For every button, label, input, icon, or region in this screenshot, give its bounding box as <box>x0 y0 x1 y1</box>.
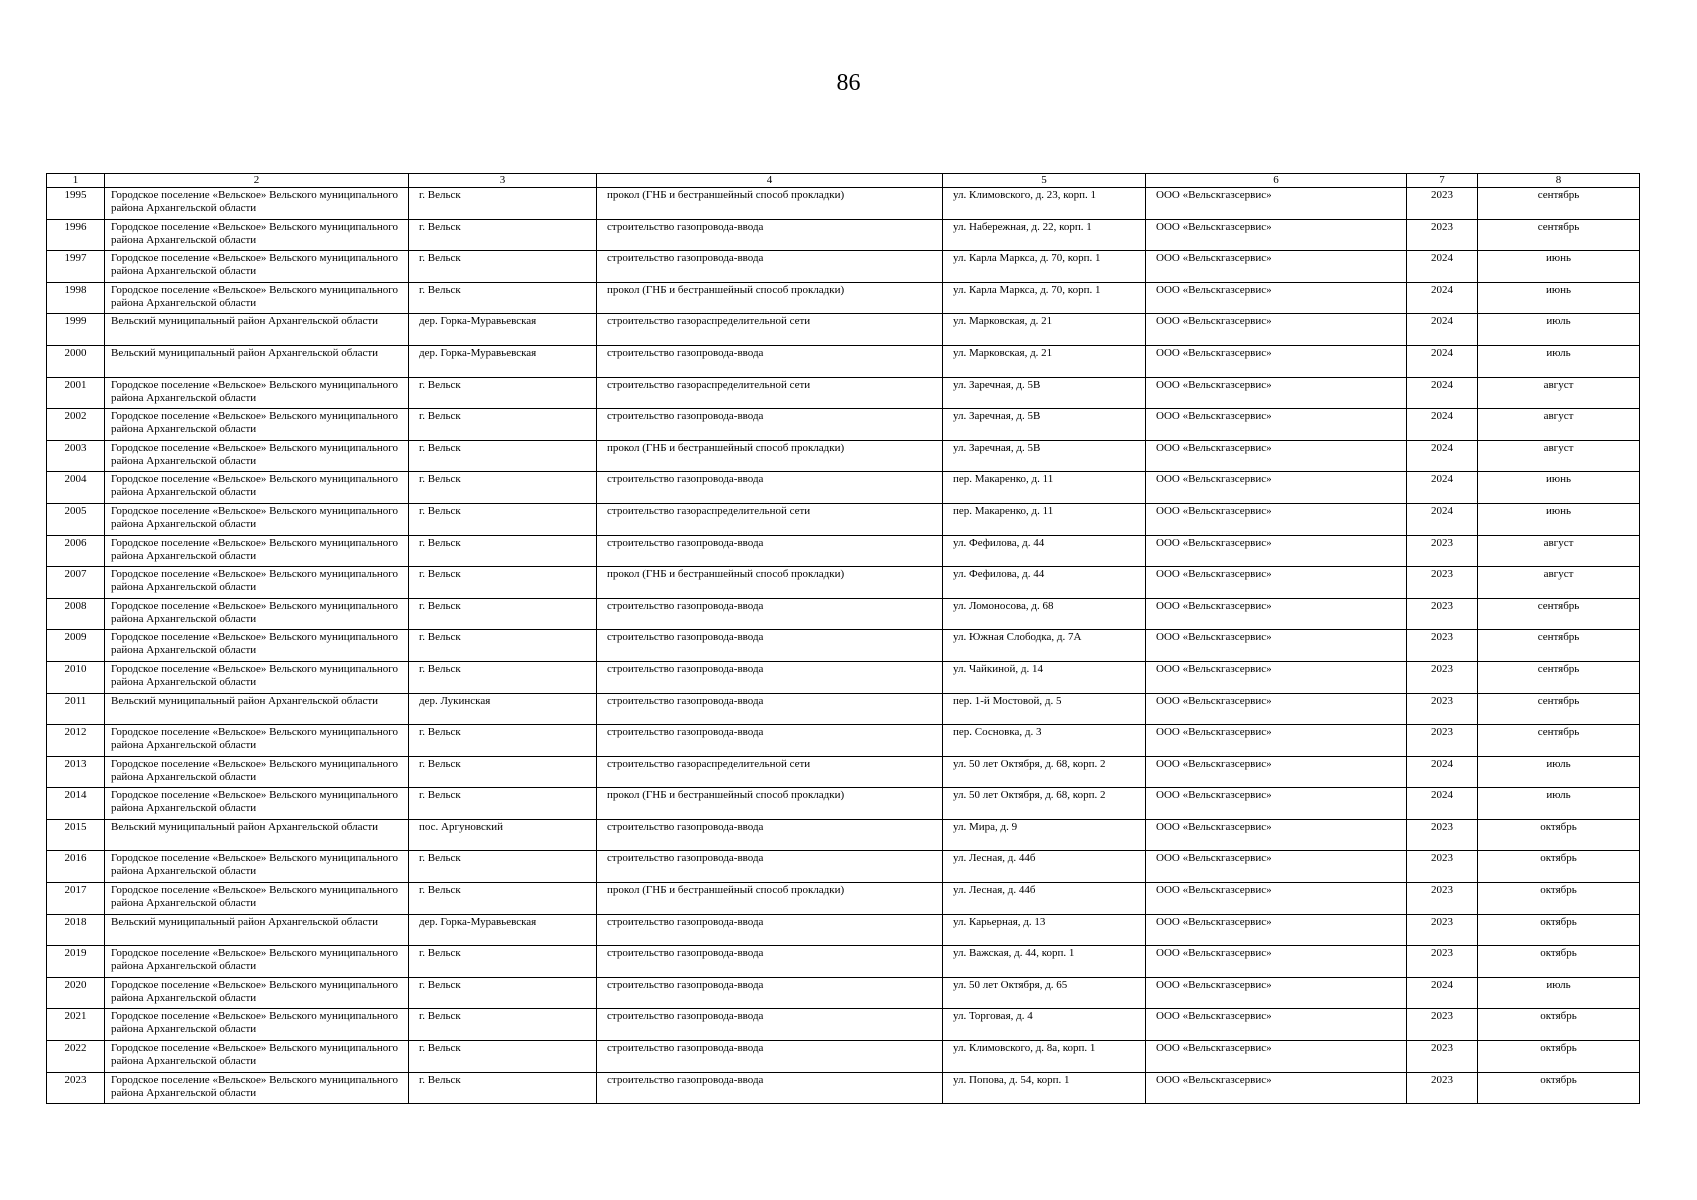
year-cell: 2023 <box>1407 1072 1478 1104</box>
year-cell: 2023 <box>1407 630 1478 662</box>
operator-cell: ООО «Вельскгазсервис» <box>1146 1041 1407 1073</box>
month-cell: сентябрь <box>1478 693 1640 725</box>
address-cell: ул. Марковская, д. 21 <box>943 345 1146 377</box>
address-cell: ул. Южная Слободка, д. 7А <box>943 630 1146 662</box>
year-cell: 2023 <box>1407 693 1478 725</box>
year-cell: 2024 <box>1407 345 1478 377</box>
work-type-cell: строительство газопровода-ввода <box>597 946 943 978</box>
row-number: 2005 <box>47 503 105 535</box>
year-cell: 2024 <box>1407 314 1478 346</box>
year-cell: 2024 <box>1407 977 1478 1009</box>
register-table <box>46 173 1640 1104</box>
row-number: 2018 <box>47 914 105 946</box>
work-type-cell: строительство газопровода-ввода <box>597 851 943 883</box>
year-cell: 2023 <box>1407 914 1478 946</box>
table-row <box>47 914 1640 946</box>
page-number: 86 <box>836 70 861 96</box>
address-cell: ул. Заречная, д. 5В <box>943 409 1146 441</box>
table-row <box>47 693 1640 725</box>
table-row <box>47 788 1640 820</box>
settlement-cell: г. Вельск <box>409 409 597 441</box>
work-type-cell: строительство газопровода-ввода <box>597 725 943 757</box>
settlement-cell: г. Вельск <box>409 883 597 915</box>
table-row <box>47 883 1640 915</box>
month-cell: июль <box>1478 788 1640 820</box>
operator-cell: ООО «Вельскгазсервис» <box>1146 251 1407 283</box>
table-row <box>47 409 1640 441</box>
settlement-cell: г. Вельск <box>409 503 597 535</box>
municipality-cell: Вельский муниципальный район Архангельской области <box>105 314 409 346</box>
year-cell: 2023 <box>1407 883 1478 915</box>
work-type-cell: строительство газопровода-ввода <box>597 251 943 283</box>
municipality-cell: Городское поселение «Вельское» Вельского муниципального района Архангельской области <box>105 756 409 788</box>
month-cell: июнь <box>1478 503 1640 535</box>
address-cell: ул. Мира, д. 9 <box>943 819 1146 851</box>
row-number: 1996 <box>47 219 105 251</box>
work-type-cell: строительство газопровода-ввода <box>597 1009 943 1041</box>
work-type-cell: строительство газопровода-ввода <box>597 693 943 725</box>
operator-cell: ООО «Вельскгазсервис» <box>1146 503 1407 535</box>
settlement-cell: г. Вельск <box>409 661 597 693</box>
year-cell: 2023 <box>1407 725 1478 757</box>
row-number: 2008 <box>47 598 105 630</box>
header-row <box>47 174 1640 188</box>
table-row <box>47 219 1640 251</box>
municipality-cell: Городское поселение «Вельское» Вельского муниципального района Архангельской области <box>105 661 409 693</box>
settlement-cell: дер. Горка-Муравьевская <box>409 314 597 346</box>
settlement-cell: дер. Лукинская <box>409 693 597 725</box>
table-row <box>47 251 1640 283</box>
municipality-cell: Городское поселение «Вельское» Вельского муниципального района Архангельской области <box>105 630 409 662</box>
year-cell: 2023 <box>1407 1009 1478 1041</box>
row-number: 2002 <box>47 409 105 441</box>
table-row <box>47 282 1640 314</box>
municipality-cell: Городское поселение «Вельское» Вельского муниципального района Архангельской области <box>105 946 409 978</box>
month-cell: сентябрь <box>1478 630 1640 662</box>
address-cell: пер. Макаренко, д. 11 <box>943 472 1146 504</box>
work-type-cell: строительство газопровода-ввода <box>597 345 943 377</box>
work-type-cell: строительство газопровода-ввода <box>597 914 943 946</box>
operator-cell: ООО «Вельскгазсервис» <box>1146 567 1407 599</box>
year-cell: 2023 <box>1407 819 1478 851</box>
address-cell: ул. 50 лет Октября, д. 68, корп. 2 <box>943 756 1146 788</box>
settlement-cell: дер. Горка-Муравьевская <box>409 345 597 377</box>
address-cell: ул. Попова, д. 54, корп. 1 <box>943 1072 1146 1104</box>
operator-cell: ООО «Вельскгазсервис» <box>1146 377 1407 409</box>
work-type-cell: прокол (ГНБ и бестраншейный способ прокладки) <box>597 440 943 472</box>
operator-cell: ООО «Вельскгазсервис» <box>1146 535 1407 567</box>
address-cell: ул. Лесная, д. 44б <box>943 851 1146 883</box>
year-cell: 2024 <box>1407 251 1478 283</box>
settlement-cell: дер. Горка-Муравьевская <box>409 914 597 946</box>
column-header: 3 <box>409 174 597 188</box>
address-cell: ул. 50 лет Октября, д. 68, корп. 2 <box>943 788 1146 820</box>
municipality-cell: Вельский муниципальный район Архангельской области <box>105 693 409 725</box>
table-row <box>47 819 1640 851</box>
work-type-cell: строительство газопровода-ввода <box>597 409 943 441</box>
operator-cell: ООО «Вельскгазсервис» <box>1146 219 1407 251</box>
column-header: 6 <box>1146 174 1407 188</box>
operator-cell: ООО «Вельскгазсервис» <box>1146 598 1407 630</box>
table-row <box>47 188 1640 220</box>
month-cell: октябрь <box>1478 883 1640 915</box>
month-cell: август <box>1478 567 1640 599</box>
month-cell: август <box>1478 409 1640 441</box>
month-cell: июнь <box>1478 282 1640 314</box>
table-row <box>47 851 1640 883</box>
year-cell: 2023 <box>1407 535 1478 567</box>
operator-cell: ООО «Вельскгазсервис» <box>1146 946 1407 978</box>
month-cell: октябрь <box>1478 819 1640 851</box>
row-number: 2023 <box>47 1072 105 1104</box>
row-number: 2011 <box>47 693 105 725</box>
row-number: 2017 <box>47 883 105 915</box>
municipality-cell: Городское поселение «Вельское» Вельского муниципального района Архангельской области <box>105 409 409 441</box>
table-row <box>47 567 1640 599</box>
table-row <box>47 377 1640 409</box>
table-row <box>47 1009 1640 1041</box>
settlement-cell: г. Вельск <box>409 630 597 662</box>
operator-cell: ООО «Вельскгазсервис» <box>1146 914 1407 946</box>
municipality-cell: Городское поселение «Вельское» Вельского муниципального района Архангельской области <box>105 282 409 314</box>
address-cell: ул. Карла Маркса, д. 70, корп. 1 <box>943 282 1146 314</box>
table-row <box>47 472 1640 504</box>
settlement-cell: г. Вельск <box>409 567 597 599</box>
year-cell: 2024 <box>1407 503 1478 535</box>
month-cell: август <box>1478 535 1640 567</box>
municipality-cell: Вельский муниципальный район Архангельской области <box>105 819 409 851</box>
operator-cell: ООО «Вельскгазсервис» <box>1146 188 1407 220</box>
year-cell: 2024 <box>1407 472 1478 504</box>
operator-cell: ООО «Вельскгазсервис» <box>1146 725 1407 757</box>
year-cell: 2023 <box>1407 188 1478 220</box>
table-row <box>47 756 1640 788</box>
address-cell: ул. Лесная, д. 44б <box>943 883 1146 915</box>
settlement-cell: г. Вельск <box>409 788 597 820</box>
month-cell: сентябрь <box>1478 188 1640 220</box>
table-body <box>47 188 1640 1104</box>
work-type-cell: строительство газопровода-ввода <box>597 661 943 693</box>
month-cell: сентябрь <box>1478 725 1640 757</box>
row-number: 1999 <box>47 314 105 346</box>
year-cell: 2023 <box>1407 946 1478 978</box>
settlement-cell: г. Вельск <box>409 251 597 283</box>
operator-cell: ООО «Вельскгазсервис» <box>1146 630 1407 662</box>
year-cell: 2023 <box>1407 598 1478 630</box>
column-header: 5 <box>943 174 1146 188</box>
work-type-cell: строительство газопровода-ввода <box>597 630 943 662</box>
address-cell: ул. Ломоносова, д. 68 <box>943 598 1146 630</box>
operator-cell: ООО «Вельскгазсервис» <box>1146 440 1407 472</box>
row-number: 2022 <box>47 1041 105 1073</box>
month-cell: июль <box>1478 345 1640 377</box>
month-cell: июль <box>1478 314 1640 346</box>
year-cell: 2024 <box>1407 756 1478 788</box>
settlement-cell: г. Вельск <box>409 946 597 978</box>
municipality-cell: Городское поселение «Вельское» Вельского муниципального района Архангельской области <box>105 1009 409 1041</box>
operator-cell: ООО «Вельскгазсервис» <box>1146 409 1407 441</box>
address-cell: ул. Чайкиной, д. 14 <box>943 661 1146 693</box>
municipality-cell: Городское поселение «Вельское» Вельского муниципального района Архангельской области <box>105 788 409 820</box>
row-number: 2015 <box>47 819 105 851</box>
settlement-cell: г. Вельск <box>409 977 597 1009</box>
operator-cell: ООО «Вельскгазсервис» <box>1146 661 1407 693</box>
year-cell: 2024 <box>1407 440 1478 472</box>
column-header: 7 <box>1407 174 1478 188</box>
work-type-cell: строительство газопровода-ввода <box>597 1041 943 1073</box>
operator-cell: ООО «Вельскгазсервис» <box>1146 788 1407 820</box>
row-number: 2016 <box>47 851 105 883</box>
work-type-cell: строительство газораспределительной сети <box>597 756 943 788</box>
year-cell: 2024 <box>1407 282 1478 314</box>
municipality-cell: Городское поселение «Вельское» Вельского муниципального района Архангельской области <box>105 251 409 283</box>
operator-cell: ООО «Вельскгазсервис» <box>1146 977 1407 1009</box>
settlement-cell: г. Вельск <box>409 219 597 251</box>
table-row <box>47 535 1640 567</box>
work-type-cell: прокол (ГНБ и бестраншейный способ прокладки) <box>597 788 943 820</box>
settlement-cell: г. Вельск <box>409 377 597 409</box>
row-number: 2000 <box>47 345 105 377</box>
operator-cell: ООО «Вельскгазсервис» <box>1146 282 1407 314</box>
operator-cell: ООО «Вельскгазсервис» <box>1146 851 1407 883</box>
table-row <box>47 725 1640 757</box>
address-cell: ул. Набережная, д. 22, корп. 1 <box>943 219 1146 251</box>
work-type-cell: прокол (ГНБ и бестраншейный способ прокладки) <box>597 282 943 314</box>
row-number: 2021 <box>47 1009 105 1041</box>
row-number: 1998 <box>47 282 105 314</box>
table-header <box>47 174 1640 188</box>
year-cell: 2024 <box>1407 788 1478 820</box>
settlement-cell: г. Вельск <box>409 851 597 883</box>
table-row <box>47 977 1640 1009</box>
address-cell: ул. Заречная, д. 5В <box>943 440 1146 472</box>
municipality-cell: Городское поселение «Вельское» Вельского муниципального района Архангельской области <box>105 503 409 535</box>
month-cell: август <box>1478 377 1640 409</box>
municipality-cell: Городское поселение «Вельское» Вельского муниципального района Архангельской области <box>105 883 409 915</box>
operator-cell: ООО «Вельскгазсервис» <box>1146 472 1407 504</box>
municipality-cell: Городское поселение «Вельское» Вельского муниципального района Архангельской области <box>105 219 409 251</box>
month-cell: сентябрь <box>1478 661 1640 693</box>
address-cell: ул. Климовского, д. 8а, корп. 1 <box>943 1041 1146 1073</box>
municipality-cell: Городское поселение «Вельское» Вельского муниципального района Архангельской области <box>105 440 409 472</box>
month-cell: июнь <box>1478 251 1640 283</box>
settlement-cell: пос. Аргуновский <box>409 819 597 851</box>
municipality-cell: Городское поселение «Вельское» Вельского муниципального района Архангельской области <box>105 851 409 883</box>
year-cell: 2024 <box>1407 377 1478 409</box>
work-type-cell: прокол (ГНБ и бестраншейный способ прокладки) <box>597 883 943 915</box>
row-number: 2003 <box>47 440 105 472</box>
operator-cell: ООО «Вельскгазсервис» <box>1146 345 1407 377</box>
year-cell: 2024 <box>1407 409 1478 441</box>
month-cell: август <box>1478 440 1640 472</box>
municipality-cell: Вельский муниципальный район Архангельской области <box>105 914 409 946</box>
work-type-cell: прокол (ГНБ и бестраншейный способ прокладки) <box>597 188 943 220</box>
municipality-cell: Городское поселение «Вельское» Вельского муниципального района Архангельской области <box>105 472 409 504</box>
table-row <box>47 503 1640 535</box>
operator-cell: ООО «Вельскгазсервис» <box>1146 819 1407 851</box>
month-cell: октябрь <box>1478 914 1640 946</box>
row-number: 2012 <box>47 725 105 757</box>
row-number: 2019 <box>47 946 105 978</box>
work-type-cell: строительство газопровода-ввода <box>597 1072 943 1104</box>
address-cell: пер. Макаренко, д. 11 <box>943 503 1146 535</box>
row-number: 2014 <box>47 788 105 820</box>
settlement-cell: г. Вельск <box>409 440 597 472</box>
municipality-cell: Вельский муниципальный район Архангельской области <box>105 345 409 377</box>
settlement-cell: г. Вельск <box>409 282 597 314</box>
table-row <box>47 314 1640 346</box>
settlement-cell: г. Вельск <box>409 1009 597 1041</box>
municipality-cell: Городское поселение «Вельское» Вельского муниципального района Архангельской области <box>105 1041 409 1073</box>
address-cell: ул. 50 лет Октября, д. 65 <box>943 977 1146 1009</box>
work-type-cell: строительство газопровода-ввода <box>597 472 943 504</box>
table-row <box>47 946 1640 978</box>
work-type-cell: строительство газопровода-ввода <box>597 819 943 851</box>
address-cell: ул. Карьерная, д. 13 <box>943 914 1146 946</box>
address-cell: ул. Важская, д. 44, корп. 1 <box>943 946 1146 978</box>
settlement-cell: г. Вельск <box>409 535 597 567</box>
address-cell: пер. 1-й Мостовой, д. 5 <box>943 693 1146 725</box>
month-cell: июль <box>1478 756 1640 788</box>
settlement-cell: г. Вельск <box>409 188 597 220</box>
table-row <box>47 440 1640 472</box>
year-cell: 2023 <box>1407 851 1478 883</box>
address-cell: ул. Торговая, д. 4 <box>943 1009 1146 1041</box>
settlement-cell: г. Вельск <box>409 598 597 630</box>
year-cell: 2023 <box>1407 661 1478 693</box>
column-header: 1 <box>47 174 105 188</box>
table-row <box>47 1041 1640 1073</box>
municipality-cell: Городское поселение «Вельское» Вельского муниципального района Архангельской области <box>105 567 409 599</box>
month-cell: октябрь <box>1478 851 1640 883</box>
row-number: 2009 <box>47 630 105 662</box>
operator-cell: ООО «Вельскгазсервис» <box>1146 1072 1407 1104</box>
row-number: 2020 <box>47 977 105 1009</box>
settlement-cell: г. Вельск <box>409 472 597 504</box>
work-type-cell: строительство газопровода-ввода <box>597 535 943 567</box>
row-number: 2007 <box>47 567 105 599</box>
table-row <box>47 598 1640 630</box>
settlement-cell: г. Вельск <box>409 1072 597 1104</box>
address-cell: ул. Фефилова, д. 44 <box>943 567 1146 599</box>
operator-cell: ООО «Вельскгазсервис» <box>1146 883 1407 915</box>
year-cell: 2023 <box>1407 567 1478 599</box>
month-cell: октябрь <box>1478 946 1640 978</box>
operator-cell: ООО «Вельскгазсервис» <box>1146 1009 1407 1041</box>
column-header: 8 <box>1478 174 1640 188</box>
year-cell: 2023 <box>1407 219 1478 251</box>
operator-cell: ООО «Вельскгазсервис» <box>1146 693 1407 725</box>
row-number: 2010 <box>47 661 105 693</box>
month-cell: сентябрь <box>1478 219 1640 251</box>
municipality-cell: Городское поселение «Вельское» Вельского муниципального района Архангельской области <box>105 377 409 409</box>
municipality-cell: Городское поселение «Вельское» Вельского муниципального района Архангельской области <box>105 598 409 630</box>
address-cell: ул. Фефилова, д. 44 <box>943 535 1146 567</box>
month-cell: июль <box>1478 977 1640 1009</box>
work-type-cell: строительство газопровода-ввода <box>597 219 943 251</box>
municipality-cell: Городское поселение «Вельское» Вельского муниципального района Архангельской области <box>105 1072 409 1104</box>
row-number: 2006 <box>47 535 105 567</box>
settlement-cell: г. Вельск <box>409 1041 597 1073</box>
row-number: 2004 <box>47 472 105 504</box>
address-cell: ул. Марковская, д. 21 <box>943 314 1146 346</box>
month-cell: октябрь <box>1478 1041 1640 1073</box>
column-header: 4 <box>597 174 943 188</box>
table-row <box>47 661 1640 693</box>
address-cell: пер. Сосновка, д. 3 <box>943 725 1146 757</box>
work-type-cell: строительство газораспределительной сети <box>597 503 943 535</box>
municipality-cell: Городское поселение «Вельское» Вельского муниципального района Архангельской области <box>105 725 409 757</box>
work-type-cell: строительство газораспределительной сети <box>597 377 943 409</box>
work-type-cell: строительство газопровода-ввода <box>597 977 943 1009</box>
municipality-cell: Городское поселение «Вельское» Вельского муниципального района Архангельской области <box>105 535 409 567</box>
work-type-cell: строительство газопровода-ввода <box>597 598 943 630</box>
row-number: 2013 <box>47 756 105 788</box>
year-cell: 2023 <box>1407 1041 1478 1073</box>
column-header: 2 <box>105 174 409 188</box>
work-type-cell: строительство газораспределительной сети <box>597 314 943 346</box>
operator-cell: ООО «Вельскгазсервис» <box>1146 756 1407 788</box>
month-cell: октябрь <box>1478 1072 1640 1104</box>
work-type-cell: прокол (ГНБ и бестраншейный способ прокладки) <box>597 567 943 599</box>
municipality-cell: Городское поселение «Вельское» Вельского муниципального района Архангельской области <box>105 188 409 220</box>
month-cell: октябрь <box>1478 1009 1640 1041</box>
table-row <box>47 630 1640 662</box>
row-number: 2001 <box>47 377 105 409</box>
municipality-cell: Городское поселение «Вельское» Вельского муниципального района Архангельской области <box>105 977 409 1009</box>
month-cell: сентябрь <box>1478 598 1640 630</box>
settlement-cell: г. Вельск <box>409 756 597 788</box>
address-cell: ул. Карла Маркса, д. 70, корп. 1 <box>943 251 1146 283</box>
table-row <box>47 1072 1640 1104</box>
address-cell: ул. Заречная, д. 5В <box>943 377 1146 409</box>
operator-cell: ООО «Вельскгазсервис» <box>1146 314 1407 346</box>
table-row <box>47 345 1640 377</box>
row-number: 1995 <box>47 188 105 220</box>
settlement-cell: г. Вельск <box>409 725 597 757</box>
row-number: 1997 <box>47 251 105 283</box>
month-cell: июнь <box>1478 472 1640 504</box>
address-cell: ул. Климовского, д. 23, корп. 1 <box>943 188 1146 220</box>
